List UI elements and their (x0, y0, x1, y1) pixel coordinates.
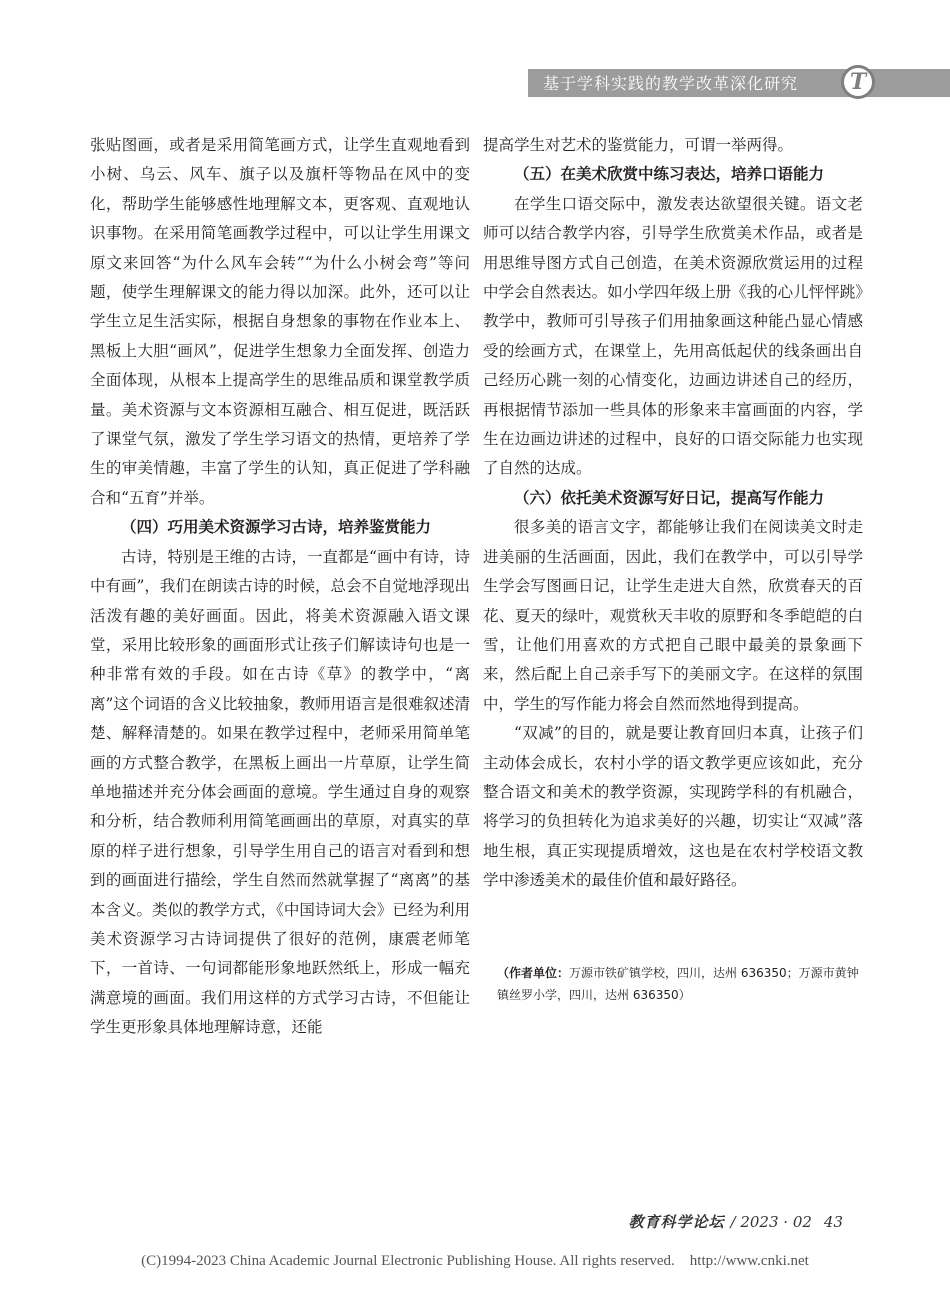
journal-logo-icon: T (841, 65, 875, 99)
body-paragraph: 提高学生对艺术的鉴赏能力，可谓一举两得。 (483, 136, 794, 154)
page-footer (629, 1210, 844, 1234)
section-heading: （四）巧用美术资源学习古诗，培养鉴赏能力 (121, 518, 432, 537)
body-paragraph: 在学生口语交际中，激发表达欲望很关键。语文老师可以结合教学内容，引导学生欣赏美术作品，或者是用思维导图方式自己创造，在美术资源欣赏运用的过程中学会自然表达。如小学四年级上册《我的心儿怦怦跳》教学中，教师可引导孩子们用抽象画这种能凸显心情感受的绘画方式，在课堂上，先用高低起伏的线条画出自己经历心跳一刻的心情变化，边画边讲述自己的经历，再根据情节添加一些具体的形象来丰富画面的内容，学生在边画边讲述的过程中，良好的口语交际能力也实现了自然的达成。 (483, 194, 863, 478)
affiliation-text: 万源市铁矿镇学校，四川，达州 636350；万源市黄钟镇丝罗小学，四川，达州 636350） (497, 966, 859, 1002)
body-paragraph: 很多美的语言文字，都能够让我们在阅读美文时走进美丽的生活画面，因此，我们在教学中，可以引导学生学会写图画日记，让学生走进大自然，欣赏春天的百花、夏天的绿叶，观赏秋天丰收的原野和冬季皑皑的白雪，让他们用喜欢的方式把自己眼中最美的景象画下来，然后配上自己亲手写下的美丽文字。在这样的氛围中，学生的写作能力将会自然而然地得到提高。 (483, 518, 863, 713)
section-heading: （五）在美术欣赏中练习表达，培养口语能力 (514, 165, 825, 184)
copyright-notice: (C)1994-2023 China Academic Journal Electronic Publishing House. All rights reserved. http://www.cnki.net (141, 1253, 809, 1269)
body-paragraph: 古诗，特别是王维的古诗，一直都是“画中有诗，诗中有画”，我们在朗读古诗的时候，总会不自觉地浮现出活泼有趣的美好画面。因此，将美术资源融入语文课堂，采用比较形象的画面形式让孩子们解读诗句也是一种非常有效的手段。如在古诗《草》的教学中，“离离”这个词语的含义比较抽象，教师用语言是很难叙述清楚、解释清楚的。如果在教学过程中，老师采用简单笔画的方式整合教学，在黑板上画出一片草原，让学生简单地描述并充分体会画面的意境。学生通过自身的观察和分析，结合教师利用简笔画画出的草原，对真实的草原的样子进行想象，引导学生用自己的语言对看到和想到的画面进行描绘，学生自然而然就掌握了“离离”的基本含义。类似的教学方式，《中国诗词大会》已经为利用美术资源学习古诗词提供了很好的范例，康震老师笔下，一首诗、一句词都能形象地跃然纸上，形成一幅充满意境的画面。我们用这样的方式学习古诗，不但能让学生更形象具体地理解诗意，还能 (90, 547, 470, 1037)
affiliation-label: （作者单位： (497, 966, 570, 980)
body-paragraph: 张贴图画，或者是采用简笔画方式，让学生直观地看到小树、乌云、风车、旗子以及旗杆等物品在风中的变化，帮助学生能够感性地理解文本，更客观、直观地认识事物。在采用简笔画教学过程中，可以让学生用课文原文来回答“为什么风车会转”“为什么小树会弯”等问题，使学生理解课文的能力得以加深。此外，还可以让学生立足生活实际，根据自身想象的事物在作业本上、黑板上大胆“画风”，促进学生想象力全面发挥、创造力全面体现，从根本上提高学生的思维品质和课堂教学质量。美术资源与文本资源相互融合、相互促进，既活跃了课堂气氛，激发了学生学习语文的热情，更培养了学生的审美情趣，丰富了学生的认知，真正促进了学科融合和“五育”并举。 (90, 136, 470, 507)
section-heading: （六）依托美术资源写好日记，提高写作能力 (514, 488, 825, 507)
footer-journal-name: 教育科学论坛 (628, 1213, 725, 1231)
running-header-title: 基于学科实践的教学改革深化研究 (543, 74, 799, 93)
body-paragraph: “双减”的目的，就是要让教育回归本真，让孩子们主动体会成长，农村小学的语文教学更应该如此，充分整合语文和美术的教学资源，实现跨学科的有机融合，将学习的负担转化为追求美好的兴趣，切实让“双减”落地生根，真正实现提质增效，这也是在农村学校语文教学中渗透美术的最佳价值和最好路径。 (483, 724, 863, 890)
author-affiliation (497, 962, 867, 1006)
page-number: 43 (823, 1213, 843, 1231)
right-column (483, 131, 863, 896)
left-column (90, 131, 470, 1043)
footer-issue: / 2023 · 02 (730, 1213, 812, 1231)
